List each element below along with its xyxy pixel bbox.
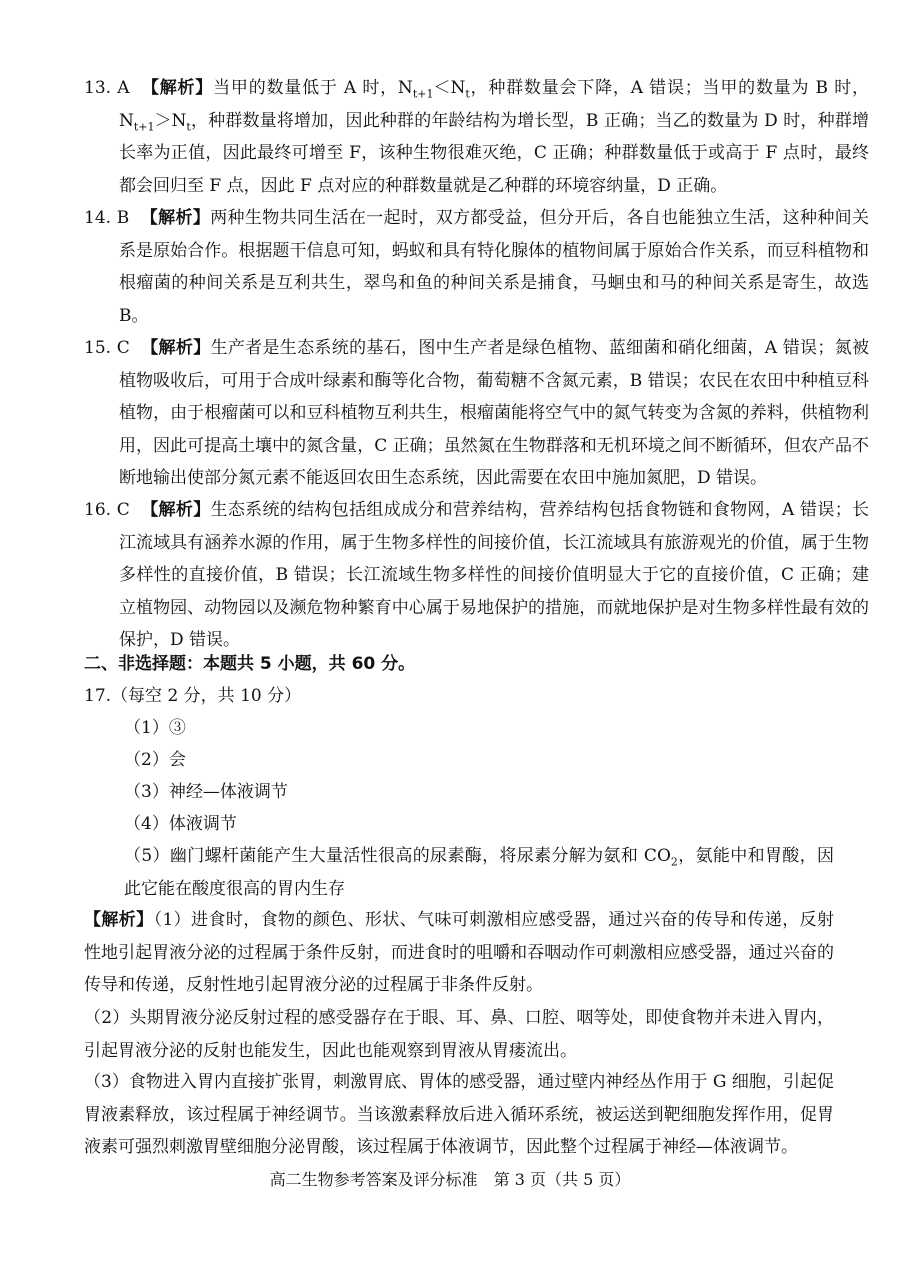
answer-17-explanation-2: （2）头期胃液分泌反射过程的感受器存在于眼、耳、鼻、口腔、咽等处，即使食物并未进入胃内，引起胃液分泌的反射也能发生，因此也能观察到胃液从胃瘘流出。 <box>84 1008 834 1061</box>
answer-15-number: 15. C <box>84 338 130 358</box>
answer-14 <box>84 202 869 332</box>
analysis-tag: 【解析】 <box>141 338 211 358</box>
answer-17-header: 17.（每空 2 分，共 10 分） <box>84 686 302 706</box>
answer-17-explanation-3: （3）食物进入胃内直接扩张胃，刺激胃底、胃体的感受器，通过壁内神经丛作用于 G 细胞，引起促胃液素释放，该过程属于神经调节。当该激素释放后进入循环系统，被运送到靶细胞发挥作用，促胃液素可强烈刺激胃壁细胞分泌胃酸，该过程属于体液调节，因此整个过程属于神经—体液调节。 <box>84 1072 834 1158</box>
answer-17-part-4: （4）体液调节 <box>124 814 237 834</box>
subscript: t+1 <box>412 87 434 101</box>
subscript: t <box>465 87 470 101</box>
answer-17-part-5-text: （5）幽门螺杆菌能产生大量活性很高的尿素酶，将尿素分解为氨和 CO <box>124 846 671 866</box>
answer-17-part-5-text: ，氨能中和胃酸，因此它能在酸度很高的胃内生存 <box>124 846 835 899</box>
answer-16-number: 16. C <box>84 500 130 520</box>
analysis-tag: 【解析】 <box>84 910 154 930</box>
answer-14-number: 14. B <box>84 208 130 228</box>
answer-16-text: 生态系统的结构包括组成成分和营养结构，营养结构包括食物链和食物网，A 错误；长江流域具有涵养水源的作用，属于生物多样性的间接价值，长江流域具有旅游观光的价值，属于生物多样性的直接价值，B 错误；长江流域生物多样性的间接价值明显大于它的直接价值，C 正确；建立植物园、动物园以及濒危物种繁育中心属于易地保护的措施，而就地保护是对生物多样性最有效的保护，D 错误。 <box>119 500 870 651</box>
subscript: t <box>186 119 191 133</box>
answer-13-text: 当甲的数量低于 A 时，N <box>213 78 413 98</box>
answer-13 <box>84 72 869 202</box>
page-footer: 高二生物参考答案及评分标准 第 3 页（共 5 页） <box>269 1170 631 1189</box>
answer-17-part-1: （1）③ <box>124 718 186 738</box>
answer-13-text: ＞N <box>154 110 187 131</box>
analysis-tag: 【解析】 <box>140 208 211 228</box>
answer-15-text: 生产者是生态系统的基石，图中生产者是绿色植物、蓝细菌和硝化细菌，A 错误；氮被植物吸收后，可用于合成叶绿素和酶等化合物，葡萄糖不含氮元素，B 错误；农民在农田中种植豆科植物，由于根瘤菌可以和豆科植物互利共生，根瘤菌能将空气中的氮气转变为含氮的养料，供植物利用，因此可提高土壤中的氮含量，C 正确；虽然氮在生物群落和无机环境之间不断循环，但农产品不断地输出使部分氮元素不能返回农田生态系统，因此需要在农田中施加氮肥，D 错误。 <box>119 338 870 489</box>
answer-13-text: ，种群数量将增加，因此种群的年龄结构为增长型，B 正确；当乙的数量为 D 时，种群增长率为正值，因此最终可增至 F，该种生物很难灭绝，C 正确；种群数量低于或高于 F 点时，最终都会回归至 F 点，因此 F 点对应的种群数量就是乙种群的环境容纳量，D 正确。 <box>119 110 869 196</box>
subscript: 2 <box>670 855 678 869</box>
answer-13-number: 13. A <box>84 78 130 98</box>
section-heading: 二、非选择题：本题共 5 小题，共 60 分。 <box>84 654 416 674</box>
answer-17-part-3: （3）神经—体液调节 <box>124 782 288 802</box>
subscript: t+1 <box>133 119 155 133</box>
answer-14-text: 两种生物共同生活在一起时，双方都受益，但分开后，各自也能独立生活，这种种间关系是原始合作。根据题干信息可知，蚂蚁和具有特化腺体的植物间属于原始合作关系，而豆科植物和根瘤菌的种间关系是互利共生，翠鸟和鱼的种间关系是捕食，马蛔虫和马的种间关系是寄生，故选 B。 <box>119 208 870 326</box>
answer-17-explanation-1 <box>84 904 834 1002</box>
analysis-tag: 【解析】 <box>141 78 214 98</box>
answer-13-text: ，种群数量会下降，A 错误；当甲的数量为 B 时，N <box>119 78 870 131</box>
explanation-text: （1）进食时，食物的颜色、形状、气味可刺激相应感受器，通过兴奋的传导和传递，反射性地引起胃液分泌的过程属于条件反射，而进食时的咀嚼和吞咽动作可刺激相应感受器，通过兴奋的传导和传递，反射性地引起胃液分泌的过程属于非条件反射。 <box>84 910 834 996</box>
analysis-tag: 【解析】 <box>141 500 211 520</box>
answer-17-part-5 <box>84 840 834 905</box>
answer-15 <box>84 332 869 495</box>
answer-17-part-2: （2）会 <box>124 750 186 770</box>
answer-16 <box>84 494 869 657</box>
answer-13-text: ＜N <box>433 78 466 98</box>
